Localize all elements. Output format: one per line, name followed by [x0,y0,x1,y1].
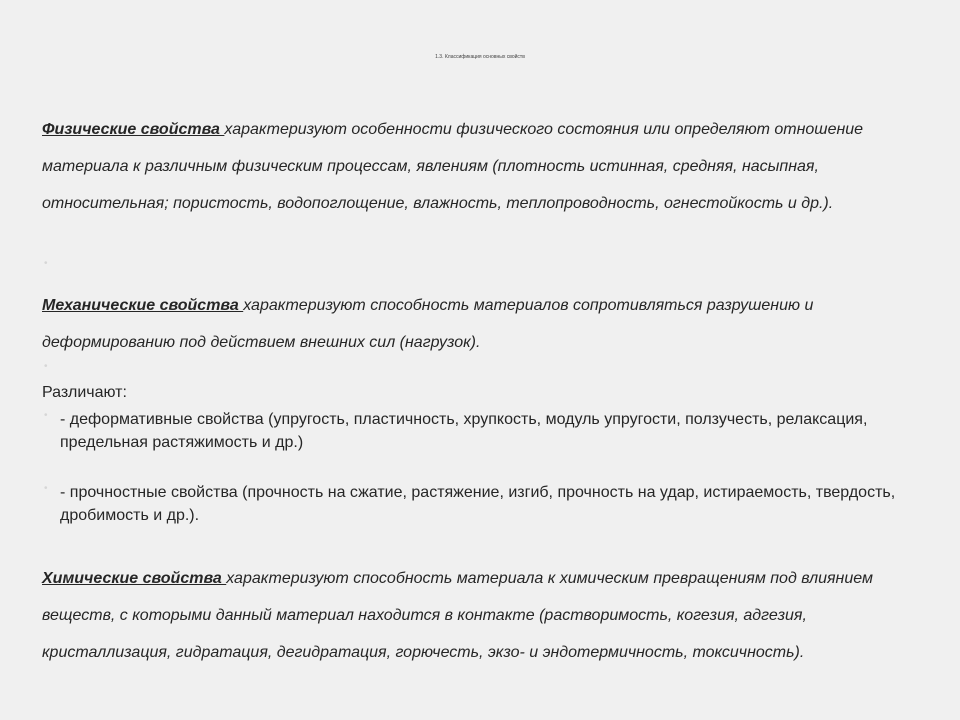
physical-properties-text: характеризуют особенности физического состояния или определяют отношение материала к различным физическим процессам, явлениям (плотность истинная, средняя, насыпная, относительная; пористость, водопоглощение, влажность, теплопроводность, огнестойкость и др.). [42,121,864,212]
item-bullet: • [44,483,48,494]
slide-title: 1.3. Классификация основных свойств [435,54,525,60]
mechanical-properties-text: характеризуют способность материалов сопротивляться разрушению и деформированию под действием внешних сил (нагрузок). [42,297,814,351]
chemical-properties-term: Химические свойства [42,570,227,587]
item-bullet: • [44,410,48,421]
distinguish-label: Различают: [42,384,127,401]
mechanical-properties-term: Механические свойства [42,297,244,314]
physical-properties-term: Физические свойства [42,121,225,138]
physical-properties-paragraph [42,111,922,222]
strength-properties-item: - прочностные свойства (прочность на сжатие, растяжение, изгиб, прочность на удар, истираемость, твердость, дробимость и др.). [60,484,896,524]
deformative-properties-item: - деформативные свойства (упругость, пластичность, хрупкость, модуль упругости, ползучесть, релаксация, предельная растяжимость и др.) [60,411,868,451]
mechanical-properties-paragraph [42,287,922,361]
empty-bullet: • [44,361,48,372]
chemical-properties-paragraph [42,560,922,671]
empty-bullet: • [44,258,48,269]
chemical-properties-text: характеризуют способность материала к химическим превращениям под влиянием веществ, с которыми данный материал находится в контакте (растворимость, когезия, адгезия, кристаллизация, гидратация, дегидратация, горючесть, экзо- и эндотермичность, токсичность). [42,570,873,661]
